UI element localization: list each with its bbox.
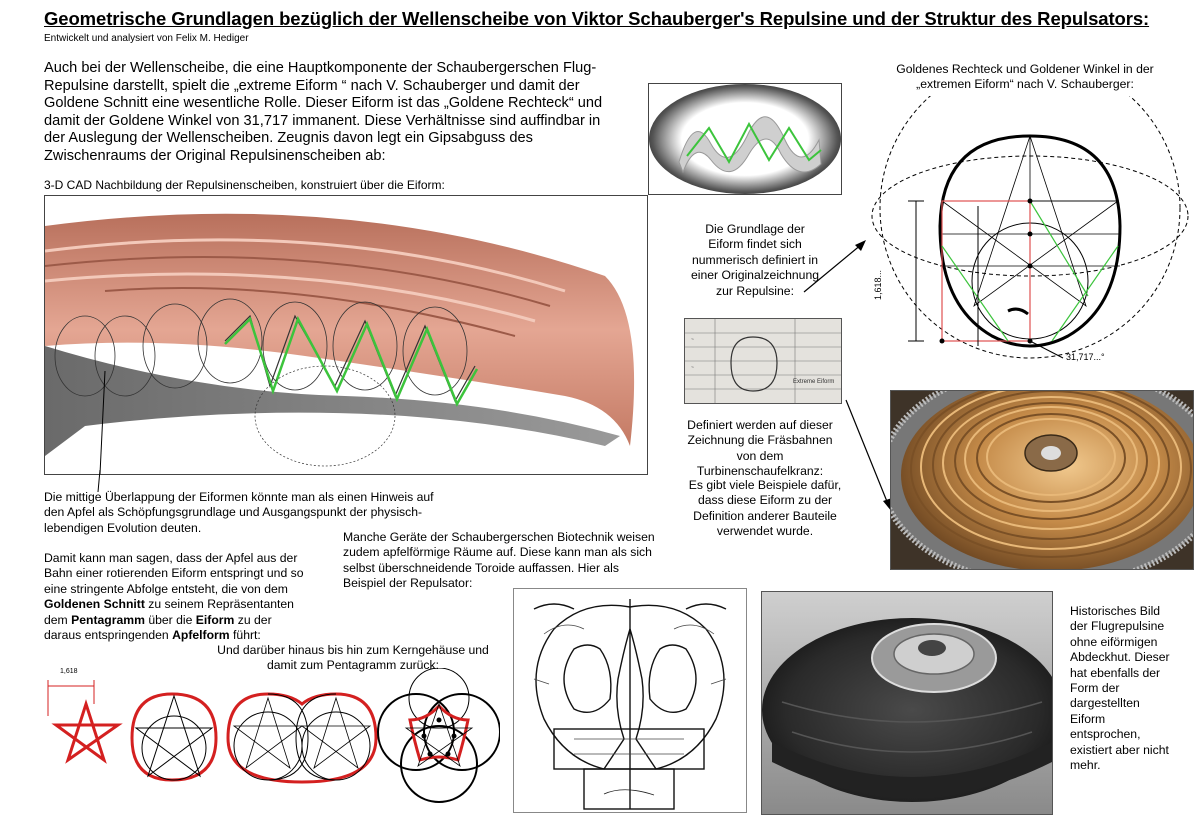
apfel-bold-apfelform: Apfelform <box>172 628 230 643</box>
red-pentagram <box>48 680 118 760</box>
apfel-text-3: über die <box>144 612 196 627</box>
cad-caption: 3-D CAD Nachbildung der Repulsinenscheiben, konstruiert über die Eiform: <box>44 178 445 192</box>
apfel-text-2: zu seinem Repräsentanten dem <box>44 597 294 627</box>
dim-label: 1,618 <box>60 668 78 675</box>
geometry-sequence <box>40 668 500 808</box>
repulsator-drawing <box>513 588 747 813</box>
wave-cross-section-photo <box>648 83 842 195</box>
svg-text:~: ~ <box>691 365 694 371</box>
ratio-label: 1,618... <box>873 269 883 300</box>
overlap-note: Die mittige Überlappung der Eiformen könnte man als einen Hinweis auf den Apfel als Schöpfungsgrundlage und Ausgangspunkt der physisch-lebendigen Evolution deuten. <box>44 490 434 535</box>
apfel-text-5: führt: <box>229 628 261 643</box>
historic-text: Historisches Bild der Flugrepulsine ohne eiförmigen Abdeckhut. Dieser hat ebenfalls der Form der dargestellten Eiform entsprochen, existiert aber nicht mehr. <box>1070 604 1170 773</box>
repulsator-paragraph: Manche Geräte der Schaubergerschen Biotechnik weisen zudem apfelförmige Räume auf. Diese kann man als sich selbst überschneidende Toroide auffassen. Hier als Beispiel der Repulsator: <box>343 530 655 591</box>
author-line: Entwickelt und analysiert von Felix M. Hediger <box>44 33 249 44</box>
svg-text:~: ~ <box>691 337 694 343</box>
golden-rect-caption: Goldenes Rechteck und Goldener Winkel in der „extremen Eiform“ nach V. Schauberger: <box>896 62 1154 92</box>
historic-repulsine-photo <box>761 591 1053 815</box>
apfel-bold-eiform: Eiform <box>195 612 235 627</box>
apfel-text-1: Damit kann man sagen, dass der Apfel aus der Bahn einer rotierenden Eiform entspringt und so eine stringente Abfolge entsteht, die von dem <box>44 551 304 596</box>
page-title: Geometrische Grundlagen bezüglich der Wellenscheibe von Viktor Schauberger's Repulsine und der Struktur des Repulsators: <box>44 8 1150 29</box>
definiert-text: Definiert werden auf dieser Zeichnung die Fräsbahnen von dem Turbinenschaufelkranz: <box>687 418 833 479</box>
sketch-label: Extreme Eiform <box>793 379 835 385</box>
kern-text: Und darüber hinaus bis hin zum Kerngehäuse und damit zum Pentagramm zurück: <box>217 643 489 673</box>
grundlage-text: Die Grundlage der Eiform findet sich nummerisch definiert in einer Originalzeichnung zur Repulsine: <box>690 222 820 298</box>
brass-disc-photo <box>890 390 1194 570</box>
original-sketch-image <box>684 318 842 404</box>
apfel-bold-pentagramm: Pentagramm <box>71 612 145 627</box>
apfel-paragraph <box>44 551 304 643</box>
apfel-bold-goldener-schnitt: Goldenen Schnitt <box>44 597 145 612</box>
intro-paragraph: Auch bei der Wellenscheibe, die eine Hauptkomponente der Schaubergerschen Flug-Repulsine darstellt, spielt die „extreme Eiform “ nach V. Schauberger und damit der Goldene Schnitt eine wesentliche Rolle. Dieser Eiform ist das „Goldene Rechteck“ und damit der Goldene Winkel von 31,717 immanent. Diese Verhältnisse sind auffindbar in der Auslegung der Wellenscheiben. Zeugnis davon legt ein Gipsabguss des Zwischenraums der Original Repulsinenscheiben ab: <box>44 60 603 164</box>
apfel-text-4: zu der daraus entspringenden <box>44 612 272 643</box>
golden-rect-diagram <box>858 96 1194 381</box>
beispiele-text: Es gibt viele Beispiele dafür, dass diese Eiform zu der Definition anderer Bauteile verwendet wurde. <box>688 478 842 539</box>
cad-rendering <box>44 195 648 475</box>
angle-label: 31,717...° <box>1066 352 1105 362</box>
